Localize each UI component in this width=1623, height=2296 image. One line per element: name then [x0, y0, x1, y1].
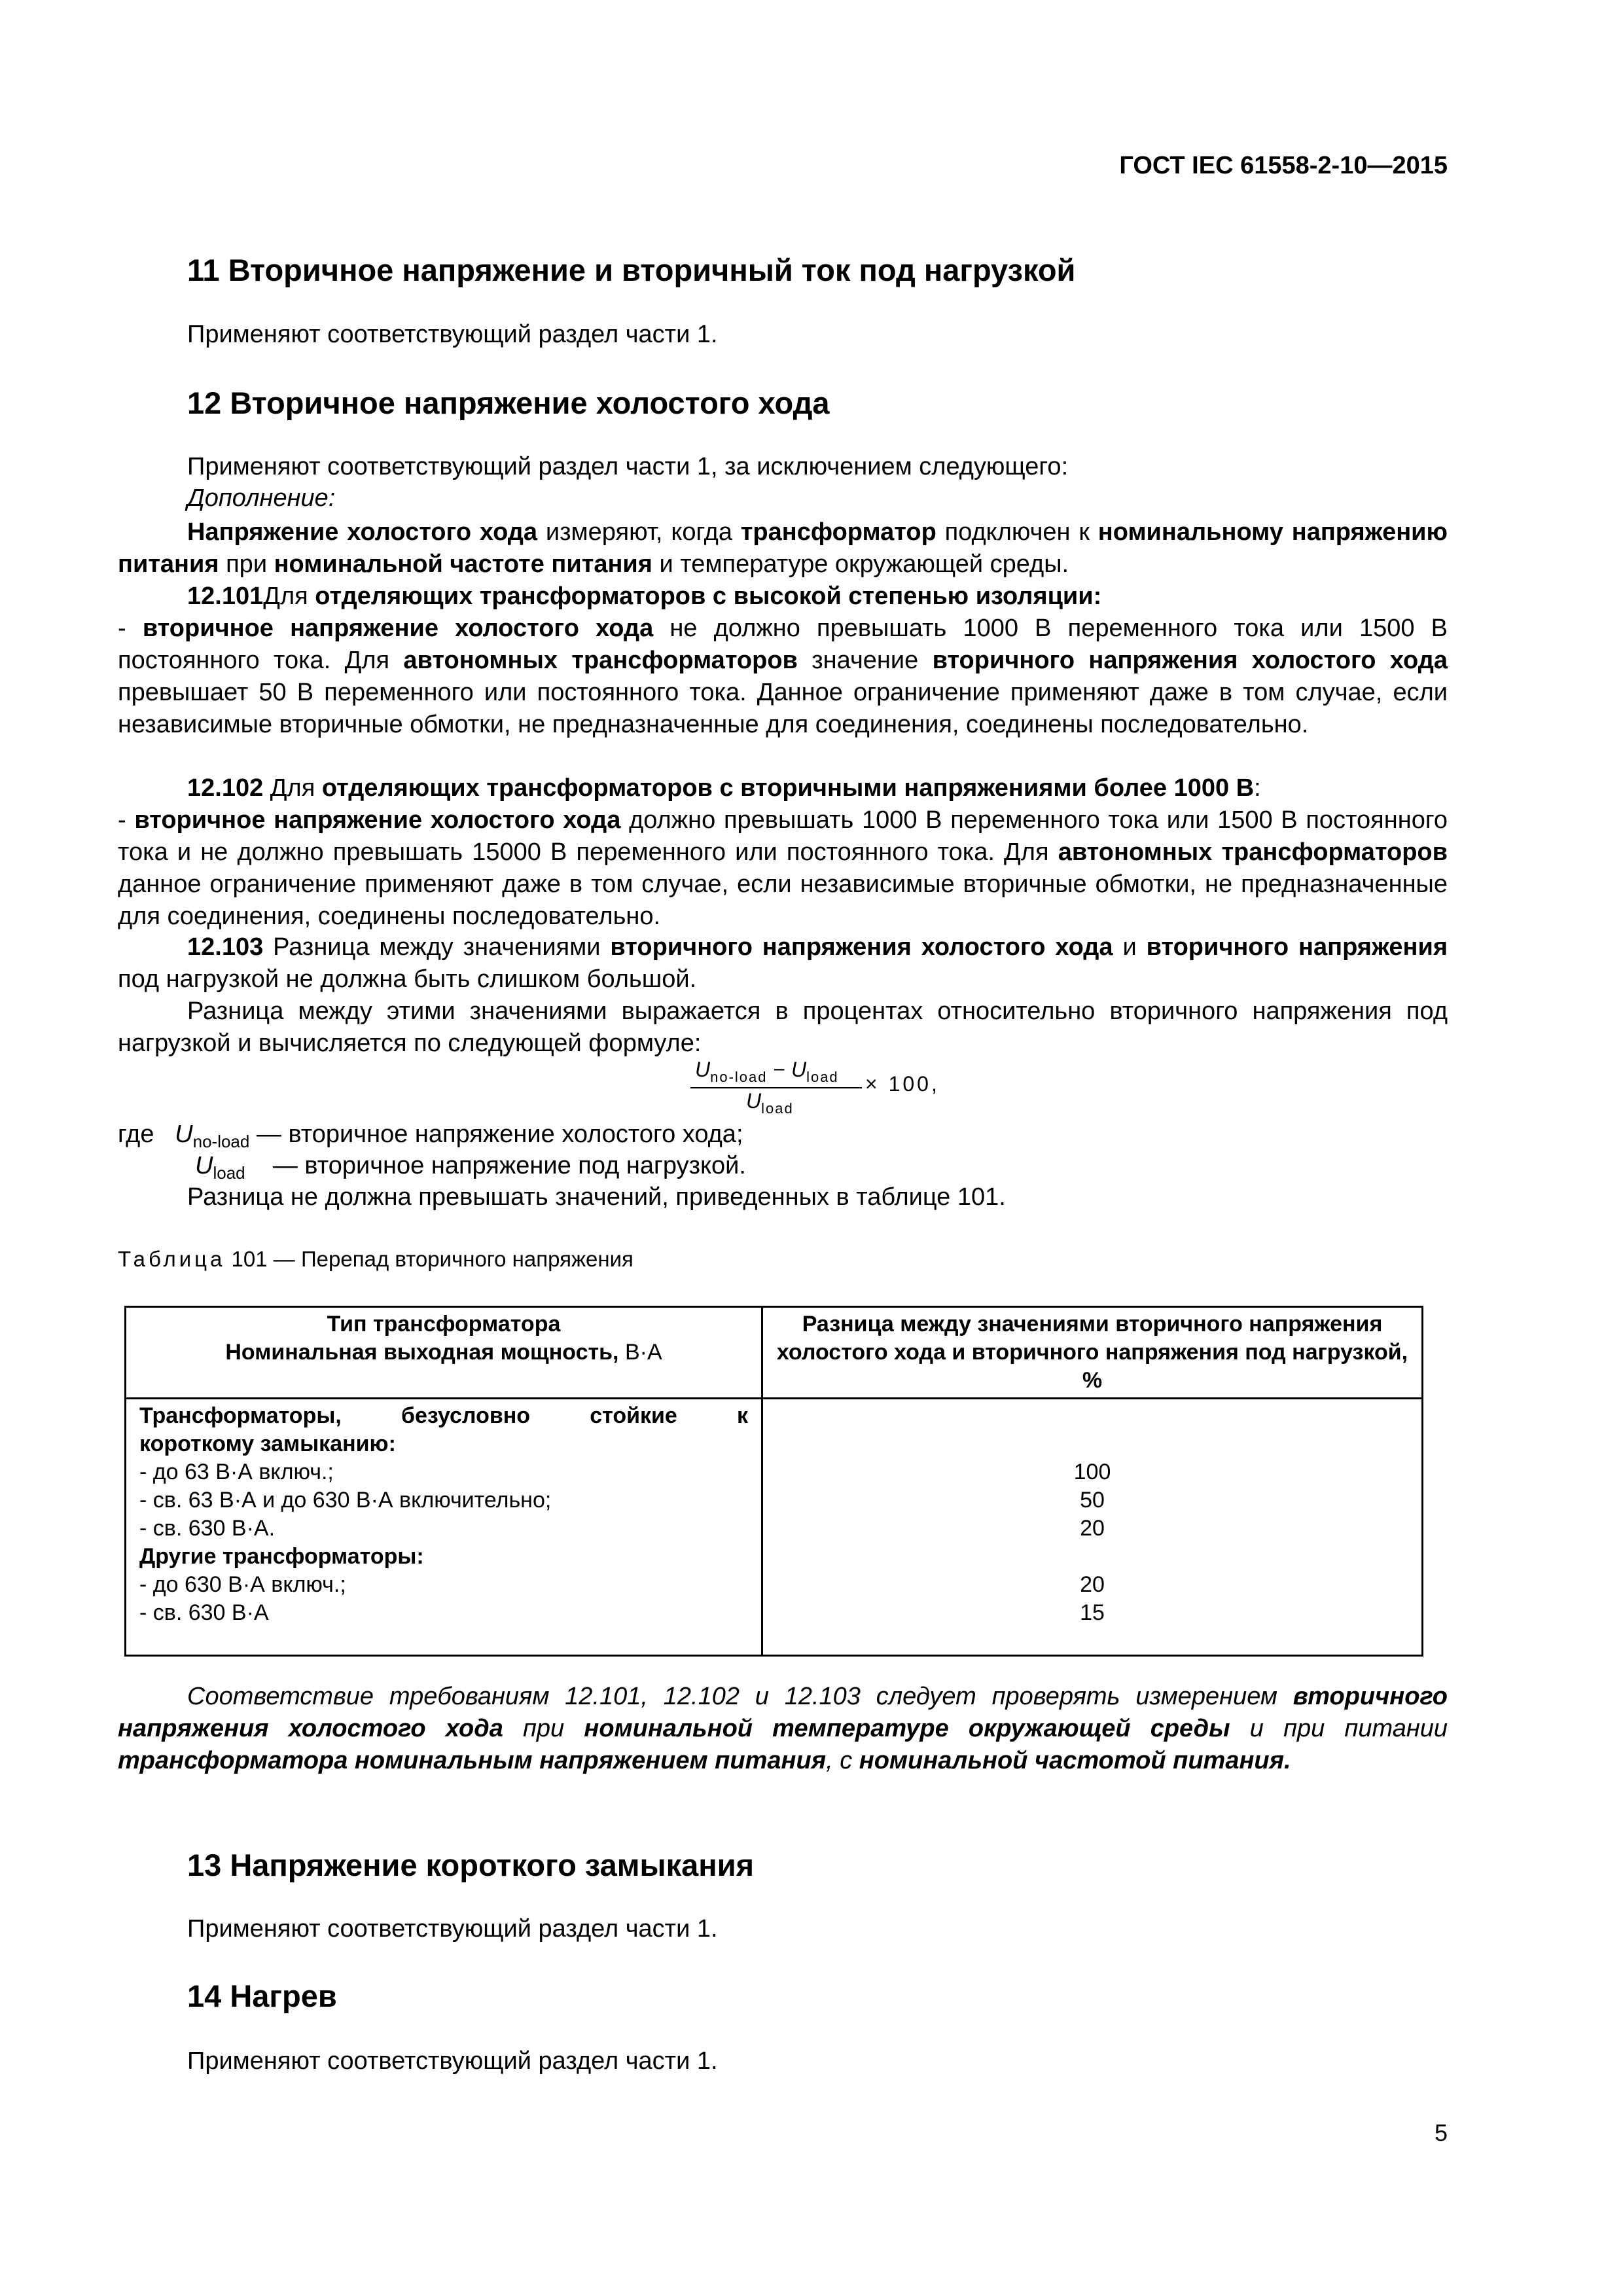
text: Для	[263, 774, 322, 802]
header-line	[139, 1338, 748, 1367]
section-11-title: 11 Вторичное напряжение и вторичный ток под нагрузкой	[187, 253, 1076, 287]
group-heading: Трансформаторы, безусловно стойкие к	[139, 1403, 748, 1428]
document-header-id: ГОСТ IEC 61558-2-10—2015	[1119, 152, 1448, 179]
term: вторичного напряжения холостого хода	[932, 647, 1448, 674]
text: не должно превышать 1000 В переменного тока или 1500 В постоянного тока. Для	[118, 615, 1448, 674]
table-row-label: - св. 630 В·А	[139, 1600, 269, 1625]
clause-number: 12.103	[187, 933, 264, 961]
text: при	[219, 550, 274, 578]
secondary-voltage-table	[124, 1306, 1423, 1657]
table-caption	[118, 1247, 633, 1272]
caption-text: 101 — Перепад вторичного напряжения	[225, 1247, 633, 1271]
term: вторичного напряжения	[1146, 933, 1448, 961]
difference-values-cell	[762, 1399, 1423, 1656]
compliance-statement	[118, 1681, 1448, 1777]
section-11-text: Применяют соответствующий раздел части 1.	[187, 321, 718, 348]
table-row-value: 15	[1080, 1600, 1105, 1625]
text: под нагрузкой не должна быть слишком большой.	[118, 965, 697, 993]
table-row-value: 50	[1080, 1488, 1105, 1513]
clause-number: 12.101	[187, 583, 264, 610]
formula-sub: load	[806, 1069, 839, 1085]
text: значение	[797, 647, 933, 674]
dash: -	[118, 806, 135, 834]
paragraph-no-load-measurement	[118, 516, 1448, 581]
formula-var: U	[695, 1058, 711, 1081]
sub-no-load: no-load	[192, 1132, 250, 1151]
clause-number: 12.102	[187, 774, 264, 802]
definition: — вторичное напряжение холостого хода;	[249, 1121, 743, 1148]
formula-multiplier: × 100,	[865, 1072, 940, 1096]
formula-sub: no-load	[710, 1069, 768, 1085]
transformer-types-cell	[126, 1399, 762, 1656]
text: и температуре окружающей среды.	[652, 550, 1069, 578]
text: Разница между значениями	[263, 933, 611, 961]
text: подключен к	[936, 518, 1098, 546]
text: должно превышать 1000 В переменного тока или 1500 В постоянного тока и не должно превышать 15000 В переменного или постоянного тока. Для	[118, 806, 1448, 866]
clause-12-101	[118, 581, 1448, 741]
term: вторичного напряжения холостого хода	[610, 933, 1113, 961]
term: автономных трансформаторов	[1058, 838, 1448, 866]
formula-intro: Разница между этими значениями выражается в процентах относительно вторичного напряжения под нагрузкой и вычисляется по следующей формуле:	[118, 997, 1448, 1057]
text: измеряют, когда	[537, 518, 741, 546]
page-number: 5	[1434, 2119, 1448, 2146]
where-line-2	[195, 1152, 746, 1183]
section-14-title: 14 Нагрев	[187, 1979, 337, 2013]
section-14-text: Применяют соответствующий раздел части 1.	[187, 2047, 718, 2075]
term: отделяющих трансформаторов с вторичными напряжениями более 1000 В	[321, 774, 1255, 802]
header-unit: В·А	[624, 1340, 662, 1365]
where-word: где	[118, 1121, 154, 1148]
term: номинальной частоте питания	[274, 550, 652, 578]
header-line: Тип трансформатора	[327, 1312, 561, 1336]
table-body-row	[126, 1399, 1423, 1656]
dash: -	[118, 615, 143, 642]
section-12-intro: Применяют соответствующий раздел части 1, за исключением следующего:	[187, 453, 1069, 480]
var-u: U	[175, 1121, 193, 1148]
text: данное ограничение применяют даже в том случае, если независимые вторичные обмотки, не предназначенные для соединения, соединены последовательно.	[118, 870, 1448, 930]
table-header-row	[126, 1307, 1423, 1399]
table-row-value: 20	[1080, 1516, 1105, 1541]
addition-label: Дополнение:	[187, 484, 336, 512]
term: вторичного напряжения холостого хода	[118, 1683, 1448, 1742]
table-row-value: 100	[1073, 1460, 1111, 1484]
caption-word: Таблица	[118, 1247, 226, 1271]
term: Напряжение холостого хода	[187, 518, 538, 546]
header-text: Номинальная выходная мощность,	[225, 1340, 625, 1365]
term: вторичное напряжение холостого хода	[142, 615, 654, 642]
text: Соответствие требованиям 12.101, 12.102 и 12.103 следует проверять измерением	[187, 1683, 1293, 1710]
text: и при питании	[1230, 1715, 1448, 1742]
term: номинальной частотой питания.	[859, 1747, 1291, 1774]
group-heading: Другие трансформаторы:	[139, 1544, 424, 1569]
formula-var: U	[746, 1089, 762, 1113]
table-row-label: - св. 63 В·А и до 630 В·А включительно;	[139, 1488, 552, 1513]
text: Для	[263, 583, 315, 610]
column-header-difference: Разница между значениями вторичного напряжения холостого хода и вторичного напряжения под нагрузкой, %	[762, 1307, 1423, 1399]
where-line-1	[118, 1121, 743, 1152]
table-row-label: - св. 630 В·А.	[139, 1516, 276, 1541]
table-row-value: 20	[1080, 1572, 1105, 1597]
term: вторичное напряжение холостого хода	[134, 806, 621, 834]
table-reference-note: Разница не должна превышать значений, приведенных в таблице 101.	[187, 1183, 1006, 1211]
section-12-title: 12 Вторичное напряжение холостого хода	[187, 386, 830, 420]
term: автономных трансформаторов	[403, 647, 798, 674]
formula-var: U	[791, 1058, 807, 1081]
formula-denominator	[746, 1089, 794, 1117]
text: превышает 50 В переменного или постоянного тока. Данное ограничение применяют даже в том случае, если независимые вторичные обмотки, не предназначенные для соединения, соединены последовательно.	[118, 679, 1448, 738]
group-heading: короткому замыканию:	[139, 1431, 396, 1456]
table-row-label: - до 63 В·А включ.;	[139, 1460, 334, 1484]
term: трансформатора номинальным напряжением питания	[118, 1747, 827, 1774]
term: номинальной температуре окружающей среды	[584, 1715, 1230, 1742]
term: трансформатор	[740, 518, 936, 546]
term: отделяющих трансформаторов с высокой степенью изоляции:	[315, 583, 1102, 610]
text: :	[1254, 774, 1261, 802]
text: , с	[826, 1747, 859, 1774]
var-u: U	[195, 1152, 213, 1179]
section-13-text: Применяют соответствующий раздел части 1.	[187, 1915, 718, 1943]
text: и	[1113, 933, 1147, 961]
formula-fraction-bar	[690, 1087, 862, 1088]
term: номинальному напряжению питания	[118, 518, 1448, 578]
clause-12-102	[118, 772, 1448, 933]
formula-sub: load	[761, 1100, 794, 1117]
definition: — вторичное напряжение под нагрузкой.	[266, 1152, 746, 1179]
text: при	[503, 1715, 584, 1742]
clause-12-103	[118, 931, 1448, 996]
sub-load: load	[213, 1163, 245, 1183]
formula-minus: −	[767, 1058, 791, 1081]
formula-numerator	[695, 1058, 839, 1086]
section-13-title: 13 Напряжение короткого замыкания	[187, 1848, 755, 1882]
table-row-label: - до 630 В·А включ.;	[139, 1572, 346, 1597]
column-header-type	[126, 1307, 762, 1399]
